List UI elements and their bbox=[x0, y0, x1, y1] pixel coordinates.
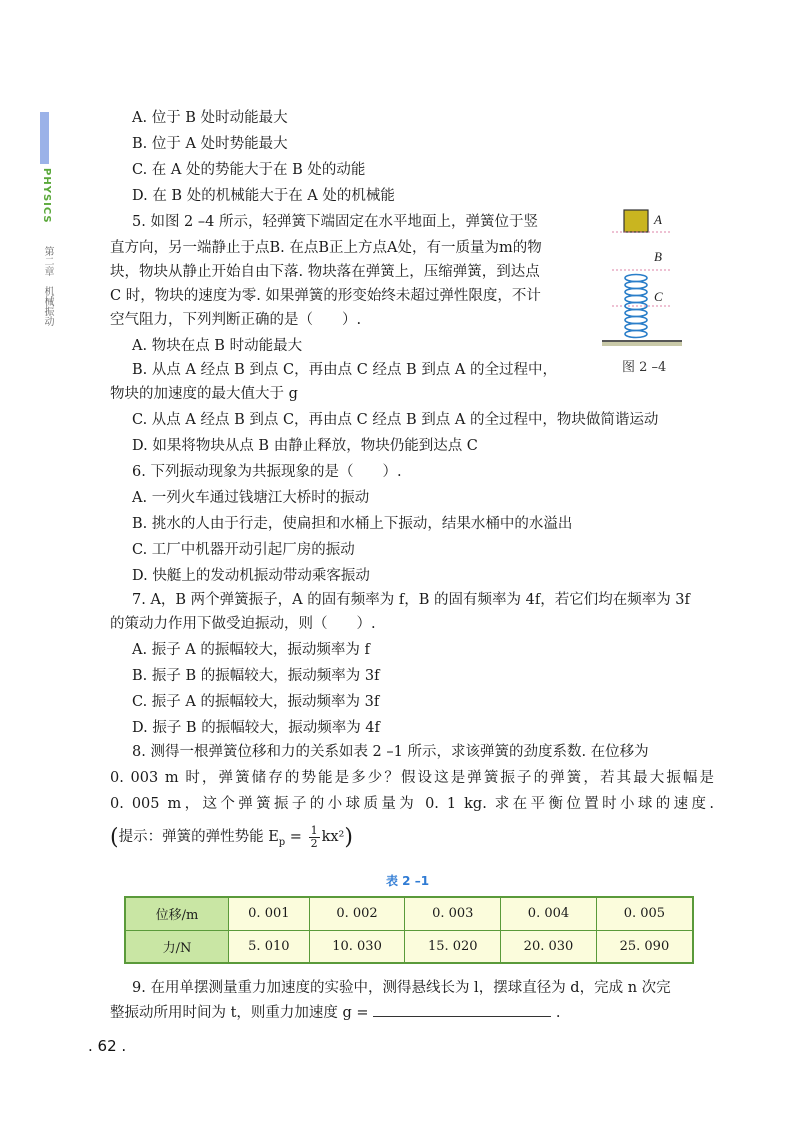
q8-stem-line: 0. 005 m，这个弹簧振子的小球质量为 0. 1 kg. 求在平衡位置时小球的速度. bbox=[110, 796, 714, 812]
q5-option-b: B. 从点 A 经点 B 到点 C，再由点 C 经点 B 到点 A 的全过程中， bbox=[132, 362, 558, 378]
page-number: . 62 . bbox=[88, 1037, 127, 1055]
label-a: A bbox=[654, 212, 662, 227]
q5-stem-line: 块，物块从静止开始自由下落. 物块落在弹簧上，压缩弹簧，到达点 bbox=[110, 264, 540, 280]
q6-option-b: B. 挑水的人由于行走，使扁担和水桶上下振动，结果水桶中的水溢出 bbox=[132, 516, 573, 532]
q4-option-b: B. 位于 A 处时势能最大 bbox=[132, 136, 288, 152]
q4-option-d: D. 在 B 处的机械能大于在 A 处的机械能 bbox=[132, 188, 395, 204]
q7-stem-line: 的策动力作用下做受迫振动，则（ ）. bbox=[110, 616, 376, 632]
q8-hint: (提示：弹簧的弹性势能 $E_p$ = $\frac{1}{2}$ kx²) bbox=[110, 823, 353, 850]
hint-prefix: 提示：弹簧的弹性势能 E bbox=[118, 829, 279, 845]
q6-option-c: C. 工厂中机器开动引起厂房的振动 bbox=[132, 542, 355, 558]
q4-option-c: C. 在 A 处的势能大于在 B 处的动能 bbox=[132, 162, 366, 178]
table-cell: 0. 001 bbox=[229, 897, 310, 930]
table-cell: 0. 003 bbox=[405, 897, 501, 930]
hint-numerator: 1 bbox=[310, 823, 318, 837]
sidebar-accent-bar bbox=[40, 112, 49, 164]
hint-eq: = bbox=[285, 829, 307, 845]
q9-suffix: . bbox=[555, 1005, 561, 1021]
q5-stem-line: C 时，物块的速度为零. 如果弹簧的形变始终未超过弹性限度，不计 bbox=[110, 288, 541, 304]
table-cell: 15. 020 bbox=[405, 930, 501, 963]
table-caption: 表 2 –1 bbox=[386, 874, 430, 888]
label-b: B bbox=[654, 249, 662, 264]
q7-stem-line: 7. A，B 两个弹簧振子，A 的固有频率为 f，B 的固有频率为 4f，若它们均在频率为 3f bbox=[132, 592, 690, 608]
block bbox=[624, 210, 648, 232]
table-cell: 25. 090 bbox=[596, 930, 693, 963]
q5-option-b-cont: 物块的加速度的最大值大于 g bbox=[110, 386, 298, 402]
table-cell: 20. 030 bbox=[501, 930, 597, 963]
q7-option-c: C. 振子 A 的振幅较大，振动频率为 3f bbox=[132, 694, 380, 710]
q6-stem: 6. 下列振动现象为共振现象的是（ ）. bbox=[132, 464, 402, 480]
hint-sub: p bbox=[278, 836, 286, 848]
label-c: C bbox=[654, 289, 663, 304]
row-header-force: 力/N bbox=[125, 930, 229, 963]
ground bbox=[602, 342, 682, 346]
table-cell: 0. 005 bbox=[596, 897, 693, 930]
q4-option-a: A. 位于 B 处时动能最大 bbox=[132, 110, 288, 126]
answer-blank[interactable] bbox=[373, 1002, 551, 1017]
q8-stem-line: 0. 003 m 时，弹簧储存的势能是多少？假设这是弹簧振子的弹簧，若其最大振幅是 bbox=[110, 770, 714, 786]
q5-option-d: D. 如果将物块从点 B 由静止释放，物块仍能到达点 C bbox=[132, 438, 478, 454]
hint-fraction bbox=[309, 825, 320, 850]
data-table bbox=[124, 896, 694, 964]
q6-option-a: A. 一列火车通过钱塘江大桥时的振动 bbox=[132, 490, 370, 506]
q5-option-a: A. 物块在点 B 时动能最大 bbox=[132, 338, 303, 354]
table-cell: 5. 010 bbox=[229, 930, 310, 963]
table-cell: 0. 002 bbox=[309, 897, 405, 930]
q5-stem-line: 5. 如图 2 –4 所示，轻弹簧下端固定在水平地面上，弹簧位于竖 bbox=[132, 214, 538, 230]
q9-prefix: 整振动所用时间为 t，则重力加速度 g = bbox=[110, 1005, 369, 1021]
q7-option-a: A. 振子 A 的振幅较大，振动频率为 f bbox=[132, 642, 370, 658]
sidebar-chapter: 第二章 机械振动 bbox=[42, 246, 53, 326]
spring-figure bbox=[590, 206, 700, 381]
row-header-displacement: 位移/m bbox=[125, 897, 229, 930]
hint-denominator: 2 bbox=[310, 836, 318, 850]
q9-stem-line2 bbox=[110, 1002, 560, 1023]
table-row bbox=[125, 930, 693, 963]
table-row bbox=[125, 897, 693, 930]
q6-option-d: D. 快艇上的发动机振动带动乘客振动 bbox=[132, 568, 370, 584]
q5-option-c: C. 从点 A 经点 B 到点 C，再由点 C 经点 B 到点 A 的全过程中，物块做简谐运动 bbox=[132, 412, 659, 428]
hint-tail: kx² bbox=[321, 829, 345, 845]
q8-stem-line: 8. 测得一根弹簧位移和力的关系如表 2 –1 所示，求该弹簧的劲度系数. 在位移为 bbox=[132, 744, 649, 760]
q7-option-b: B. 振子 B 的振幅较大，振动频率为 3f bbox=[132, 668, 380, 684]
q9-stem-line: 9. 在用单摆测量重力加速度的实验中，测得悬线长为 l，摆球直径为 d，完成 n 次完 bbox=[132, 980, 671, 996]
sidebar-brand: PHYSICS bbox=[41, 168, 52, 224]
q5-stem-line: 直方向，另一端静止于点B. 在点B正上方点A处，有一质量为m的物 bbox=[110, 240, 542, 256]
q5-stem-line: 空气阻力，下列判断正确的是（ ）. bbox=[110, 312, 362, 328]
figure-caption: 图 2 –4 bbox=[622, 360, 667, 375]
table-cell: 0. 004 bbox=[501, 897, 597, 930]
table-cell: 10. 030 bbox=[309, 930, 405, 963]
q7-option-d: D. 振子 B 的振幅较大，振动频率为 4f bbox=[132, 720, 380, 736]
